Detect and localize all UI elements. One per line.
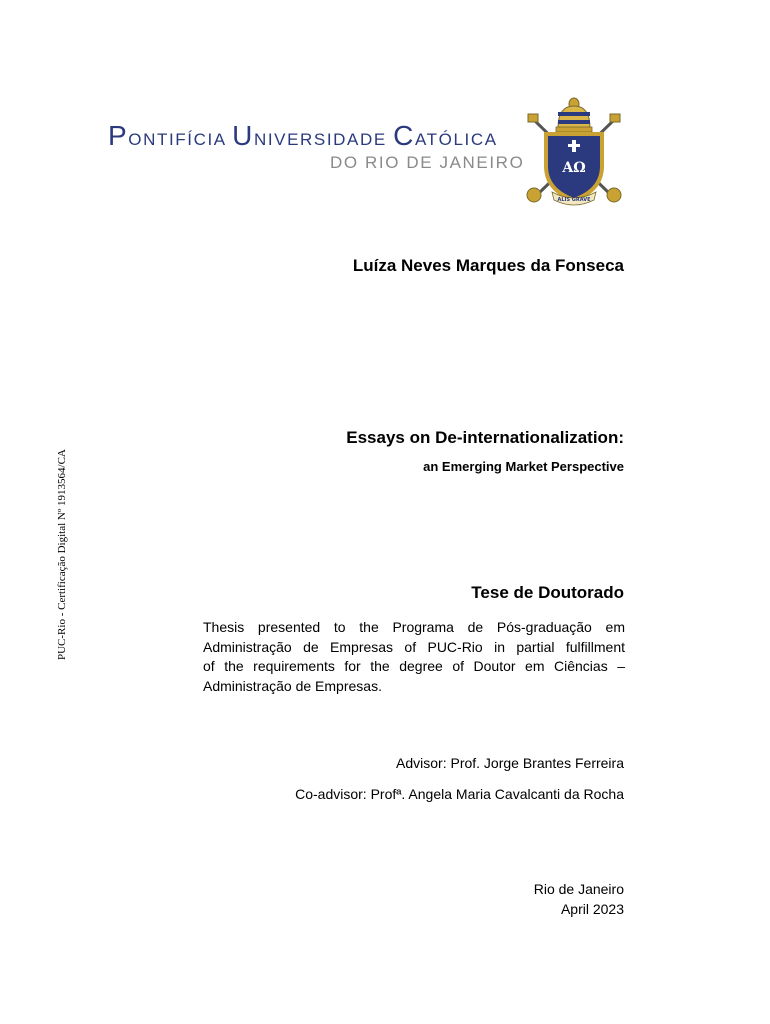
city: Rio de Janeiro — [533, 881, 624, 897]
university-name-line2: DO RIO DE JANEIRO — [330, 153, 525, 172]
thesis-description-line: Thesis presented to the Programa de Pós-graduação em — [203, 619, 625, 635]
co-advisor: Co-advisor: Profª. Angela Maria Cavalcanti da Rocha — [295, 786, 624, 802]
seal-alpha-omega: ΑΩ — [562, 160, 586, 176]
thesis-subtitle: an Emerging Market Perspective — [423, 459, 624, 474]
university-name-line1 — [108, 122, 498, 150]
thesis-description-line: of the requirements for the degree of Doutor em Ciências – — [203, 658, 625, 674]
university-initial-c: C — [393, 120, 415, 151]
thesis-description-line: Administração de Empresas of PUC-Rio in partial fulfillment — [203, 638, 625, 655]
thesis-title: Essays on De-internationalization: — [346, 428, 624, 447]
university-word-pontificia: ONTIFÍCIA — [128, 130, 233, 149]
publication-date: April 2023 — [560, 901, 624, 917]
degree-type: Tese de Doutorado — [471, 583, 624, 602]
author-name: Luíza Neves Marques da Fonseca — [352, 256, 624, 275]
university-word-catolica: ATÓLICA — [414, 130, 498, 149]
thesis-description-line: Administração de Empresas. — [203, 677, 382, 694]
thesis-description — [203, 618, 625, 696]
university-seal-logo — [524, 92, 624, 210]
digital-certification-stamp: PUC-Rio - Certificação Digital Nº 1913564/CA — [56, 449, 68, 660]
advisor: Advisor: Prof. Jorge Brantes Ferreira — [396, 755, 624, 771]
seal-motto: ALIS GRAVE — [557, 197, 591, 203]
university-initial-u: U — [232, 120, 254, 151]
university-word-universidade: NIVERSIDADE — [253, 130, 394, 149]
university-initial-p: P — [108, 120, 129, 151]
